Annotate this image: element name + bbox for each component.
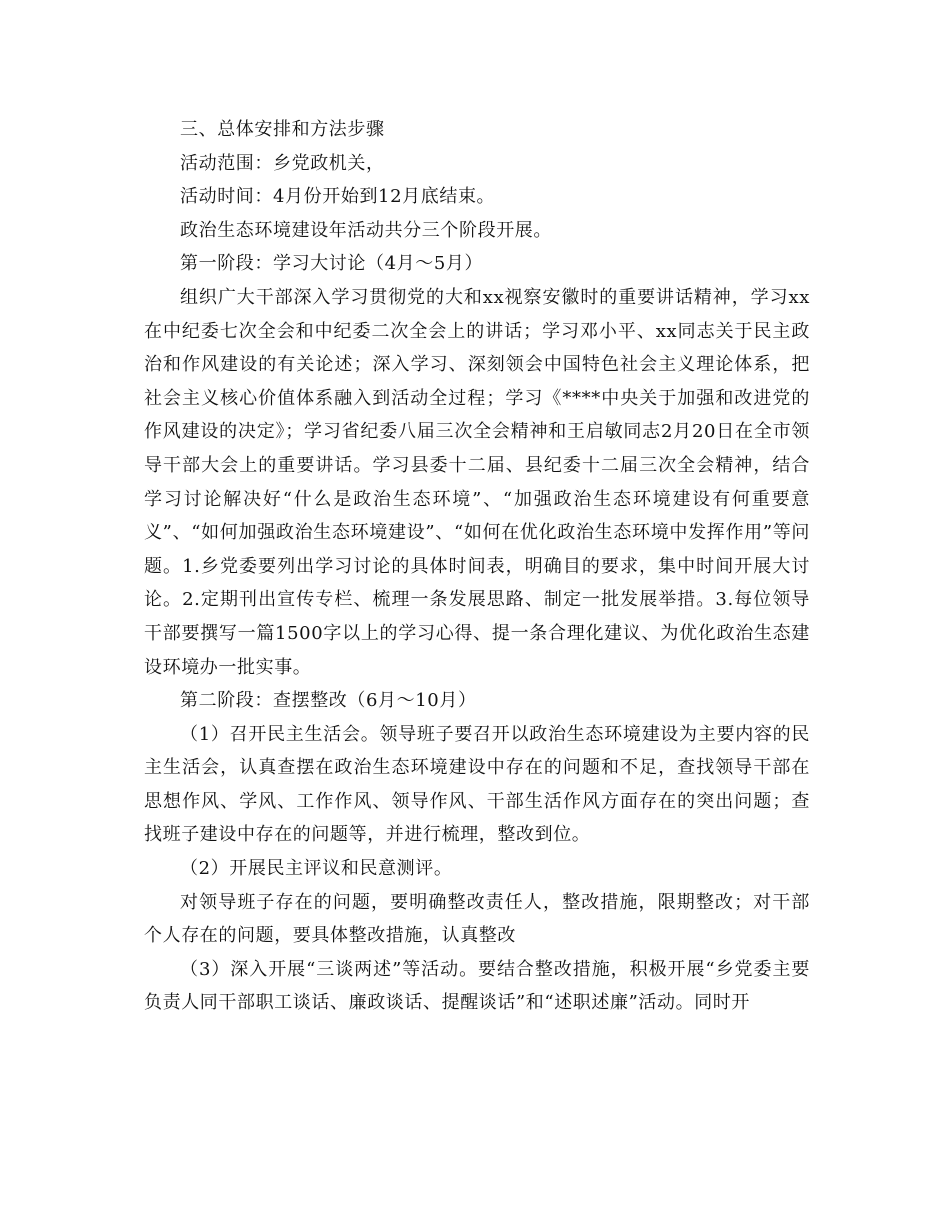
stages-intro: 政治生态环境建设年活动共分三个阶段开展。 [180, 219, 552, 241]
activity-scope: 活动范围：乡党政机关， [180, 152, 385, 174]
document-body [144, 113, 810, 1020]
item-2-evaluation: （2）开展民主评议和民意测评。 [180, 858, 453, 880]
item-1-democratic-meeting: （1）召开民主生活会。领导班子要召开以政治生态环境建设为主要内容的民主生活会，认真查摆在政治生态环境建设中存在的问题和不足，查找领导干部在思想作风、学风、工作作风、领导作风、干部生活作风方面存在的突出问题；查找班子建设中存在的问题等，并进行梳理，整改到位。 [144, 723, 810, 846]
item-3-talks: （3）深入开展“三谈两述”等活动。要结合整改措施，积极开展“乡党委主要负责人同干部职工谈话、廉政谈话、提醒谈话”和“述职述廉”活动。同时开 [144, 958, 810, 1014]
activity-time: 活动时间：4月份开始到12月底结束。 [180, 186, 496, 208]
section-heading: 三、总体安排和方法步骤 [180, 119, 385, 140]
stage-two-heading: 第二阶段：查摆整改（6月～10月） [180, 690, 477, 712]
stage-one-body: 组织广大干部深入学习贯彻党的大和xx视察安徽时的重要讲话精神，学习xx在中纪委七次全会和中纪委二次全会上的讲话；学习邓小平、xx同志关于民主政治和作风建设的有关论述；深入学习、深刻领会中国特色社会主义理论体系，把社会主义核心价值体系融入到活动全过程；学习《****中央关于加强和改进党的作风建设的决定》；学习省纪委八届三次全会精神和王启敏同志2月20日在全市领导干部大会上的重要讲话。学习县委十二届、县纪委十二届三次全会精神，结合学习讨论解决好“什么是政治生态环境”、“加强政治生态环境建设有何重要意义”、“如何加强政治生态环境建设”、“如何在优化政治生态环境中发挥作用”等问题。1.乡党委要列出学习讨论的具体时间表，明确目的要求，集中时间开展大讨论。2.定期刊出宣传专栏、梳理一条发展思路、制定一批发展举措。3.每位领导干部要撰写一篇1500字以上的学习心得、提一条合理化建议、为优化政治生态建设环境办一批实事。 [144, 286, 810, 678]
rectification-paragraph: 对领导班子存在的问题，要明确整改责任人，整改措施，限期整改；对干部个人存在的问题，要具体整改措施，认真整改 [144, 891, 810, 947]
stage-one-heading: 第一阶段：学习大讨论（4月～5月） [180, 253, 484, 275]
